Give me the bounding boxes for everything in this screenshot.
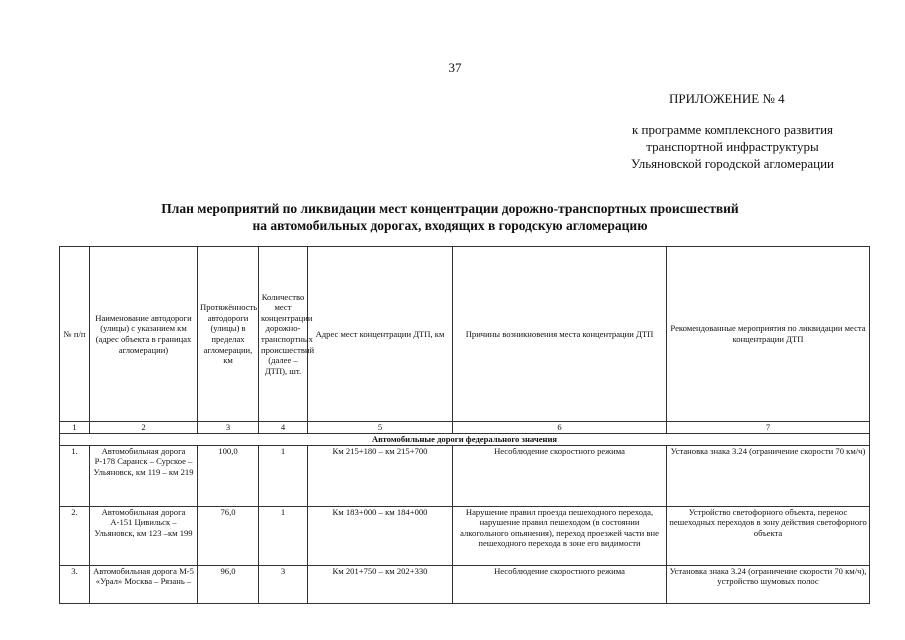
cell-measure: Устройство светофорного объекта, перенос пешеходных переходов в зону действия светофорного объекта	[667, 506, 870, 565]
cell-road: Автомобильная дорога Р-178 Саранск – Сурское – Ульяновск, км 119 – км 219	[90, 445, 198, 506]
cell-measure: Установка знака 3.24 (ограничение скорости 70 км/ч), устройство шумовых полос	[667, 565, 870, 603]
cell-num: 1.	[60, 445, 90, 506]
column-number: 7	[667, 422, 870, 434]
document-title-line: на автомобильных дорогах, входящих в городскую агломерацию	[252, 218, 648, 233]
cell-road: Автомобильная дорога М-5 «Урал» Москва – Рязань –	[90, 565, 198, 603]
cell-count: 3	[259, 565, 308, 603]
cell-address: Км 201+750 – км 202+330	[308, 565, 453, 603]
column-number: 3	[198, 422, 259, 434]
appendix-subtitle-line: транспортной инфраструктуры	[646, 139, 819, 154]
cell-length: 96,0	[198, 565, 259, 603]
column-number-row	[60, 422, 870, 434]
cell-address: Км 183+000 – км 184+000	[308, 506, 453, 565]
table-row	[60, 565, 870, 603]
column-number: 4	[259, 422, 308, 434]
measures-table	[59, 246, 870, 604]
document-title-line: План мероприятий по ликвидации мест концентрации дорожно-транспортных происшествий	[161, 201, 739, 216]
column-number: 6	[453, 422, 667, 434]
column-header: Наименование автодороги (улицы) с указанием км (адрес объекта в границах агломерации)	[90, 247, 198, 422]
column-header: Протяжённость автодороги (улицы) в пределах агломерации, км	[198, 247, 259, 422]
appendix-subtitle-line: к программе комплексного развития	[631, 122, 834, 137]
cell-length: 100,0	[198, 445, 259, 506]
appendix-subtitle	[600, 121, 865, 172]
column-number: 1	[60, 422, 90, 434]
cell-cause: Несоблюдение скоростного режима	[453, 445, 667, 506]
appendix-subtitle-line: Ульяновской городской агломерации	[631, 156, 834, 171]
cell-count: 1	[259, 445, 308, 506]
cell-measure: Установка знака 3.24 (ограничение скорости 70 км/ч)	[667, 445, 870, 506]
cell-cause: Несоблюдение скоростного режима	[453, 565, 667, 603]
column-header: Причины возникновения места концентрации ДТП	[453, 247, 667, 422]
column-header: Адрес мест концентрации ДТП, км	[308, 247, 453, 422]
column-header: № п/п	[60, 247, 90, 422]
cell-count: 1	[259, 506, 308, 565]
cell-num: 3.	[60, 565, 90, 603]
section-row	[60, 433, 870, 445]
appendix-title: ПРИЛОЖЕНИЕ № 4	[669, 91, 785, 106]
document-title	[100, 200, 800, 234]
cell-length: 76,0	[198, 506, 259, 565]
table-header-row	[60, 247, 870, 422]
column-number: 2	[90, 422, 198, 434]
column-header: Рекомендованные мероприятия по ликвидации места концентрации ДТП	[667, 247, 870, 422]
cell-road: Автомобильная дорога А-151 Цивильск – Ульяновск, км 123 –км 199	[90, 506, 198, 565]
column-header: Количество мест концентрации дорожно-транспортных происшествий (далее – ДТП), шт.	[259, 247, 308, 422]
cell-address: Км 215+180 – км 215+700	[308, 445, 453, 506]
table-row	[60, 506, 870, 565]
column-number: 5	[308, 422, 453, 434]
cell-num: 2.	[60, 506, 90, 565]
table-row	[60, 445, 870, 506]
section-title: Автомобильные дороги федерального значения	[60, 433, 870, 445]
page-number: 37	[448, 60, 462, 75]
cell-cause: Нарушение правил проезда пешеходного перехода, нарушение правил пешеходом (в состоянии алкогольного опьянения), переход проезжей части вне пешеходного перехода в зоне его видимости	[453, 506, 667, 565]
